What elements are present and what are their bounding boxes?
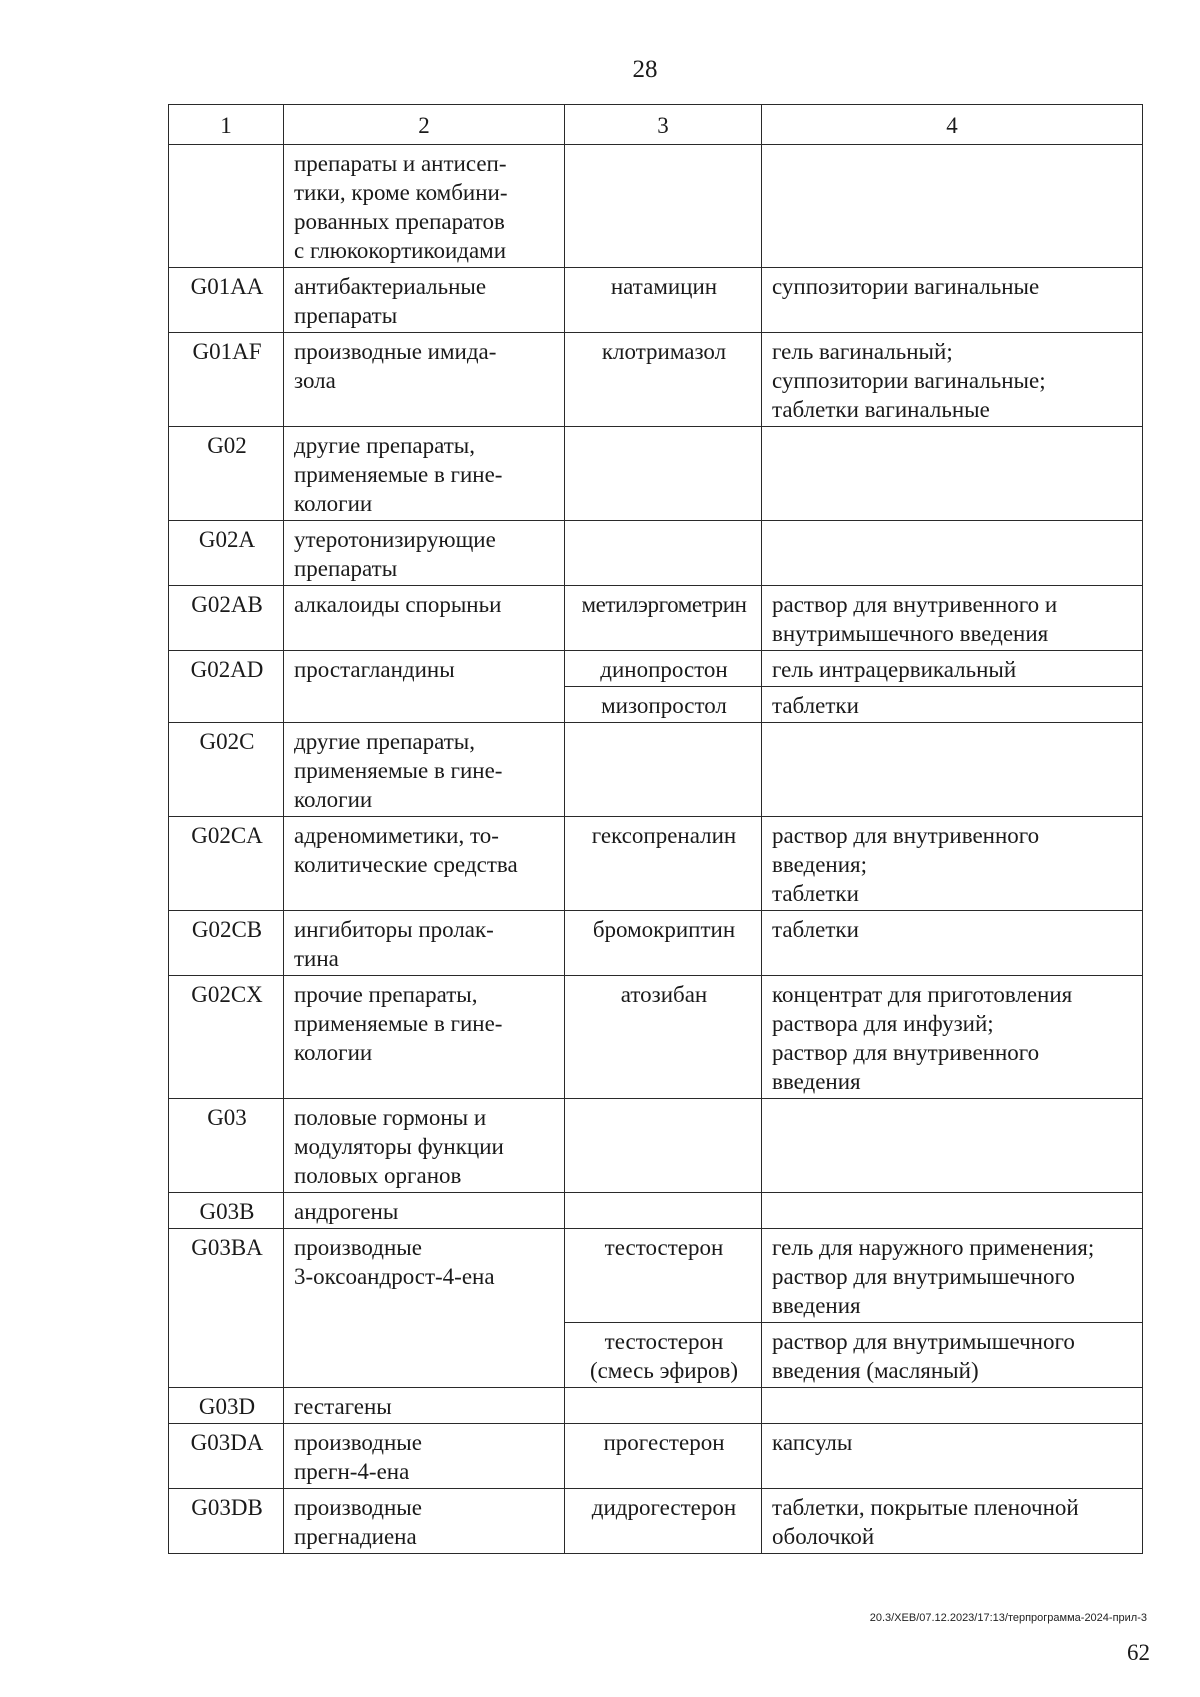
- page-number-top: 28: [632, 56, 658, 83]
- table-row: [169, 333, 1143, 427]
- drug-name-cell: бромокриптин: [565, 911, 762, 976]
- pharmacological-group-cell: ингибиторы пролак- тина: [284, 911, 565, 976]
- drug-name-cell: дидрогестерон: [565, 1489, 762, 1554]
- pharmacological-group-cell: препараты и антисеп- тики, кроме комбини- рованных препаратов с глюкокортикоидами: [284, 145, 565, 268]
- atc-code-cell: G02CB: [169, 911, 284, 976]
- atc-code-cell: G03BA: [169, 1229, 284, 1388]
- drug-name-cell: [565, 1388, 762, 1424]
- table-row: [169, 723, 1143, 817]
- dosage-form-cell: гель вагинальный; суппозитории вагинальные; таблетки вагинальные: [762, 333, 1143, 427]
- pharmacological-group-cell: другие препараты, применяемые в гине- кологии: [284, 723, 565, 817]
- atc-code-cell: G03B: [169, 1193, 284, 1229]
- dosage-form-cell: [762, 1388, 1143, 1424]
- atc-code-cell: G02AB: [169, 586, 284, 651]
- drug-name-cell: натамицин: [565, 268, 762, 333]
- pharmacological-group-cell: производные прегнадиена: [284, 1489, 565, 1554]
- table-row: [169, 586, 1143, 651]
- drug-name-cell: [565, 1193, 762, 1229]
- header-cell-col-3: 3: [565, 105, 762, 145]
- drug-name-cell: динопростон: [565, 651, 762, 687]
- drug-name-cell: прогестерон: [565, 1424, 762, 1489]
- table-row: [169, 268, 1143, 333]
- table-row: [169, 817, 1143, 911]
- drug-name-cell: [565, 427, 762, 521]
- dosage-form-cell: таблетки: [762, 687, 1143, 723]
- table-row: [169, 145, 1143, 268]
- dosage-form-cell: концентрат для приготовления раствора для инфузий; раствор для внутривенного введения: [762, 976, 1143, 1099]
- table-row: [169, 427, 1143, 521]
- dosage-form-cell: гель интрацервикальный: [762, 651, 1143, 687]
- drug-name-cell: [565, 521, 762, 586]
- table-row: [169, 1424, 1143, 1489]
- pharmacological-group-cell: адреномиметики, то- колитические средства: [284, 817, 565, 911]
- atc-code-cell: G03DA: [169, 1424, 284, 1489]
- dosage-form-cell: [762, 145, 1143, 268]
- pharmacological-group-cell: гестагены: [284, 1388, 565, 1424]
- drug-name-cell: тестостерон (смесь эфиров): [565, 1323, 762, 1388]
- pharmacological-group-cell: другие препараты, применяемые в гине- кологии: [284, 427, 565, 521]
- atc-code-cell: G02CA: [169, 817, 284, 911]
- dosage-form-cell: [762, 427, 1143, 521]
- atc-code-cell: G02CX: [169, 976, 284, 1099]
- pharmacological-group-cell: алкалоиды спорыньи: [284, 586, 565, 651]
- header-cell-col-1: 1: [169, 105, 284, 145]
- dosage-form-cell: [762, 1099, 1143, 1193]
- pharmacological-group-cell: производные имида- зола: [284, 333, 565, 427]
- drug-name-cell: клотримазол: [565, 333, 762, 427]
- table-row: [169, 976, 1143, 1099]
- table-header-row: [169, 105, 1143, 145]
- atc-code-cell: G03DB: [169, 1489, 284, 1554]
- page-number-bottom: 62: [1127, 1640, 1150, 1665]
- table-row: [169, 1489, 1143, 1554]
- drug-name-cell: тестостерон: [565, 1229, 762, 1323]
- atc-code-cell: G02A: [169, 521, 284, 586]
- drug-name-cell: мизопростол: [565, 687, 762, 723]
- pharmacological-group-cell: антибактериальные препараты: [284, 268, 565, 333]
- dosage-form-cell: раствор для внутривенного введения; таблетки: [762, 817, 1143, 911]
- pharmacological-group-cell: производные прегн-4-ена: [284, 1424, 565, 1489]
- pharmacological-group-cell: половые гормоны и модуляторы функции половых органов: [284, 1099, 565, 1193]
- drug-name-cell: гексопреналин: [565, 817, 762, 911]
- atc-code-cell: G02: [169, 427, 284, 521]
- header-cell-col-2: 2: [284, 105, 565, 145]
- dosage-form-cell: [762, 723, 1143, 817]
- table-row: [169, 1229, 1143, 1323]
- dosage-form-cell: [762, 521, 1143, 586]
- drug-classification-table: [168, 104, 1143, 1554]
- dosage-form-cell: таблетки, покрытые пленочной оболочкой: [762, 1489, 1143, 1554]
- pharmacological-group-cell: простагландины: [284, 651, 565, 723]
- table-row: [169, 911, 1143, 976]
- atc-code-cell: G02AD: [169, 651, 284, 723]
- header-cell-col-4: 4: [762, 105, 1143, 145]
- drug-name-cell: [565, 145, 762, 268]
- table-row: [169, 1099, 1143, 1193]
- drug-name-cell: метилэргометрин: [565, 586, 762, 651]
- dosage-form-cell: капсулы: [762, 1424, 1143, 1489]
- pharmacological-group-cell: утеротонизирующие препараты: [284, 521, 565, 586]
- drug-name-cell: атозибан: [565, 976, 762, 1099]
- atc-code-cell: G03D: [169, 1388, 284, 1424]
- table-row: [169, 651, 1143, 687]
- atc-code-cell: G03: [169, 1099, 284, 1193]
- atc-code-cell: G02C: [169, 723, 284, 817]
- pharmacological-group-cell: производные 3-оксоандрост-4-ена: [284, 1229, 565, 1388]
- drug-name-cell: [565, 1099, 762, 1193]
- table-row: [169, 1388, 1143, 1424]
- dosage-form-cell: раствор для внутримышечного введения (масляный): [762, 1323, 1143, 1388]
- dosage-form-cell: [762, 1193, 1143, 1229]
- drug-name-cell: [565, 723, 762, 817]
- table-row: [169, 1193, 1143, 1229]
- dosage-form-cell: суппозитории вагинальные: [762, 268, 1143, 333]
- atc-code-cell: G01AA: [169, 268, 284, 333]
- footer-document-code: 20.3/ХЕВ/07.12.2023/17:13/терпрограмма-2024-прил-3: [869, 1612, 1147, 1624]
- dosage-form-cell: таблетки: [762, 911, 1143, 976]
- pharmacological-group-cell: андрогены: [284, 1193, 565, 1229]
- pharmacological-group-cell: прочие препараты, применяемые в гине- кологии: [284, 976, 565, 1099]
- table-row: [169, 521, 1143, 586]
- dosage-form-cell: гель для наружного применения; раствор для внутримышечного введения: [762, 1229, 1143, 1323]
- dosage-form-cell: раствор для внутривенного и внутримышечного введения: [762, 586, 1143, 651]
- atc-code-cell: [169, 145, 284, 268]
- atc-code-cell: G01AF: [169, 333, 284, 427]
